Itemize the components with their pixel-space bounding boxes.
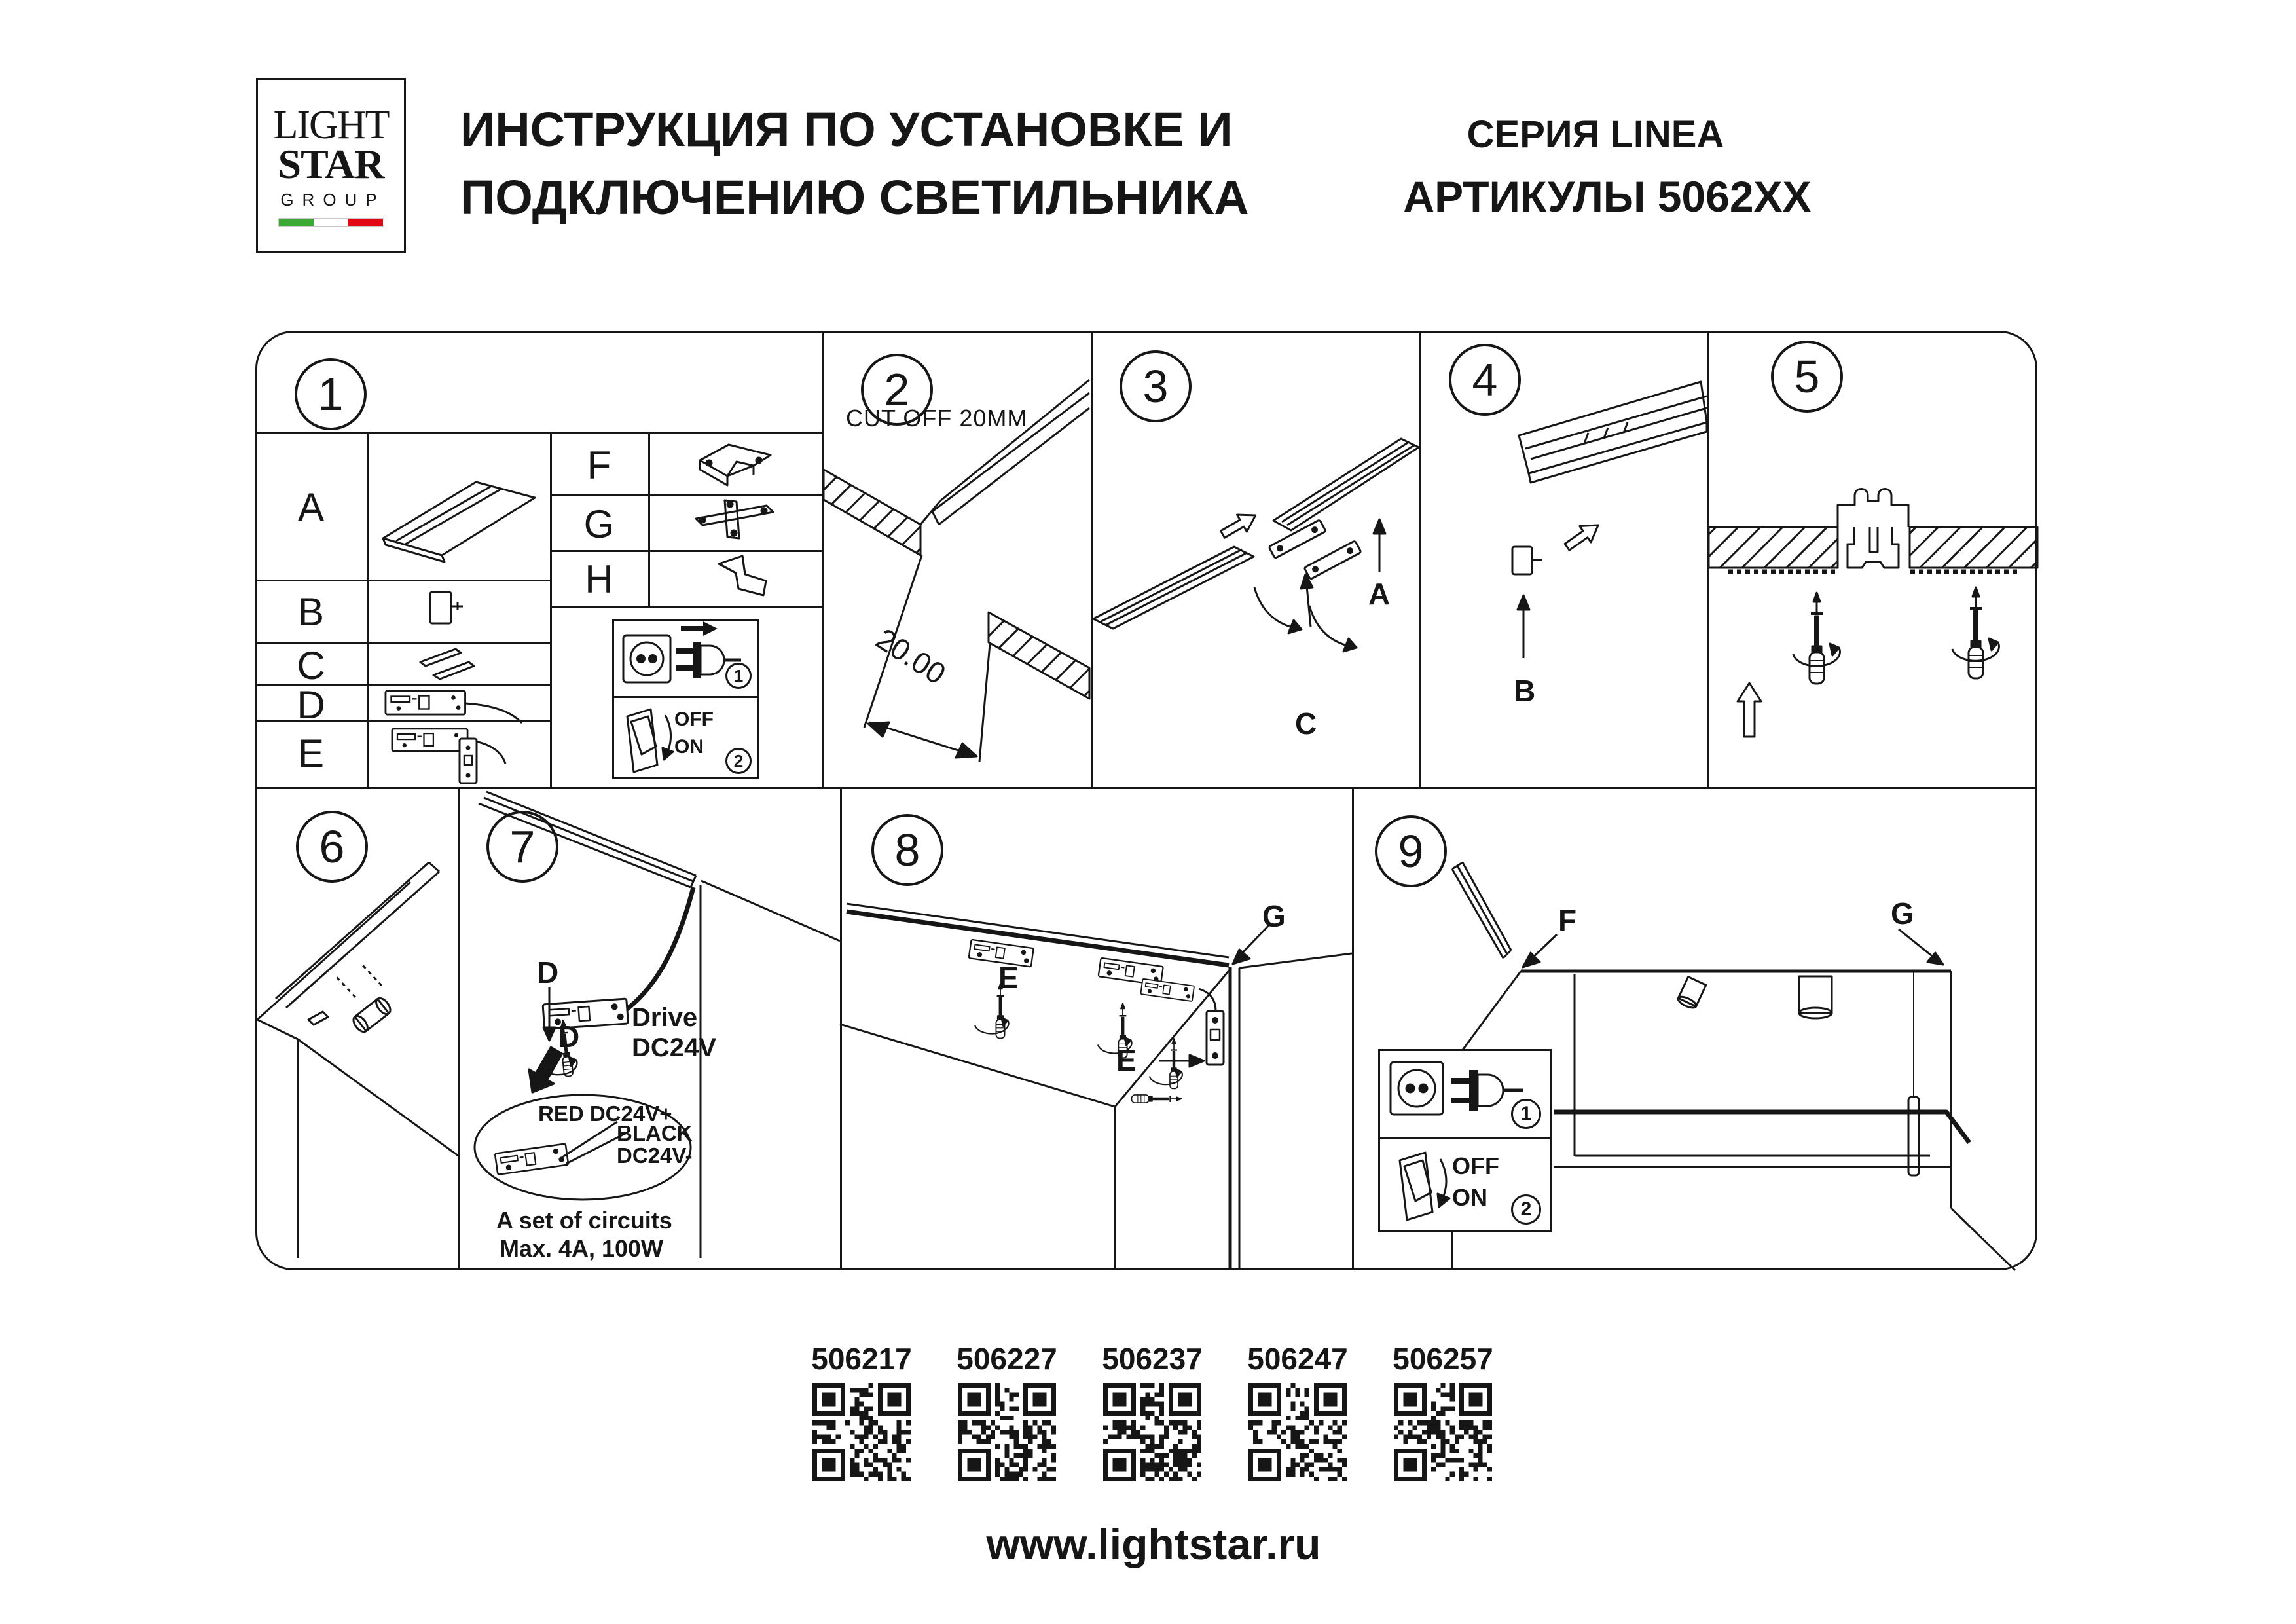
title-line-2: ПОДКЛЮЧЕНИЮ СВЕТИЛЬНИКА — [460, 170, 1249, 225]
drive-label-1: Drive — [632, 1003, 698, 1032]
label-f: F — [1558, 903, 1577, 937]
panel-5-number: 5 — [1771, 341, 1843, 413]
wire-black-label-1: BLACK — [617, 1121, 693, 1145]
panel-7-number: 7 — [486, 811, 558, 883]
dimension-label: 20.00 — [870, 621, 953, 692]
part-b-endcap-icon — [429, 588, 475, 634]
circuits-label-2: Max. 4A, 100W — [499, 1235, 664, 1262]
part-letter-d: D — [297, 683, 325, 727]
switch-on-label: ON — [674, 736, 704, 758]
table-line — [550, 550, 822, 552]
articles-label: АРТИКУЛЫ 5062XX — [1403, 172, 1812, 221]
part-g-cross-icon — [691, 495, 789, 547]
cut-off-label: CUT OFF 20MM — [846, 405, 1028, 432]
part-c-connector-icon — [419, 645, 481, 681]
qr-code — [812, 1383, 911, 1481]
label-c: C — [1295, 707, 1317, 741]
table-line — [648, 432, 650, 606]
part-a-profile-icon — [376, 452, 543, 570]
series-label: СЕРИЯ LINEA — [1467, 113, 1724, 156]
logo-star: STAR — [278, 141, 384, 187]
table-line — [550, 606, 822, 608]
part-letter-c: C — [297, 644, 325, 688]
article-number: 506227 — [957, 1342, 1057, 1376]
label-g9: G — [1891, 896, 1914, 931]
panel-6-number: 6 — [296, 811, 368, 883]
part-h-bracket-icon — [708, 552, 777, 601]
panel-2-drawing — [824, 331, 1091, 787]
part-e-driver-icon — [392, 726, 545, 787]
switch-off-label: OFF — [1452, 1153, 1499, 1179]
table-line — [257, 580, 550, 581]
panel-3-drawing — [1093, 331, 1419, 787]
panel-5-drawing — [1709, 331, 2037, 787]
label-a: A — [1368, 577, 1391, 611]
lightstar-logo — [256, 78, 406, 253]
part-letter-f: F — [587, 443, 611, 487]
article-number: 506217 — [811, 1342, 912, 1376]
step-1-badge: 1 — [1511, 1099, 1541, 1129]
power-steps-divider — [1380, 1137, 1550, 1139]
logo-group: GROUP — [280, 190, 386, 210]
insert-arrow-icon — [681, 621, 720, 637]
switch-off-label: OFF — [674, 709, 714, 730]
table-line — [367, 432, 369, 787]
panel-1-number: 1 — [295, 358, 367, 430]
part-letter-e: E — [297, 731, 325, 775]
table-line — [257, 432, 822, 434]
circuits-label-1: A set of circuits — [496, 1207, 672, 1234]
title-line-1: ИНСТРУКЦИЯ ПО УСТАНОВКЕ И — [460, 102, 1233, 157]
qr-code — [1394, 1383, 1492, 1481]
flag-white — [314, 219, 348, 226]
panel-6-drawing — [257, 789, 458, 1268]
italian-flag-icon — [278, 218, 384, 227]
socket-icon — [1389, 1061, 1447, 1118]
step-1-badge: 1 — [725, 663, 752, 689]
part-d-driver-icon — [385, 690, 539, 723]
part-f-corner-icon — [691, 435, 789, 491]
article-number: 506257 — [1393, 1342, 1493, 1376]
panel-2-number: 2 — [861, 354, 933, 426]
article-number: 506247 — [1247, 1342, 1348, 1376]
qr-code — [1103, 1383, 1201, 1481]
label-e2: E — [1116, 1043, 1137, 1077]
label-e1: E — [998, 961, 1019, 995]
socket-icon — [622, 634, 674, 686]
step-2-badge: 2 — [1511, 1194, 1541, 1225]
website-url: www.lightstar.ru — [986, 1520, 1321, 1568]
logo-light: LIGHT — [273, 103, 389, 147]
power-steps-divider — [614, 696, 757, 698]
panel-3-number: 3 — [1120, 350, 1192, 422]
panel-8-number: 8 — [871, 814, 943, 886]
panel-9-number: 9 — [1375, 815, 1447, 887]
qr-code — [1248, 1383, 1347, 1481]
step-2-badge: 2 — [725, 748, 752, 774]
flag-green — [279, 219, 314, 226]
part-letter-h: H — [585, 557, 613, 601]
article-number: 506237 — [1102, 1342, 1203, 1376]
part-letter-g: G — [583, 502, 615, 546]
part-letter-b: B — [297, 590, 325, 634]
label-d1: D — [537, 955, 559, 989]
label-d2: D — [558, 1020, 580, 1054]
drive-label-2: DC24V — [632, 1033, 716, 1062]
label-g8: G — [1262, 899, 1286, 933]
part-letter-a: A — [297, 485, 325, 529]
qr-code — [958, 1383, 1056, 1481]
wire-red-label: RED DC24V+ — [538, 1101, 672, 1126]
panel-4-drawing — [1421, 331, 1707, 787]
label-b: B — [1514, 674, 1536, 708]
page-title — [460, 96, 1249, 232]
panel-8-drawing — [840, 794, 1352, 1270]
wire-black-label-2: DC24V- — [617, 1143, 693, 1168]
panel-4-number: 4 — [1449, 344, 1521, 416]
switch-on-label: ON — [1452, 1184, 1487, 1211]
flag-red — [348, 219, 383, 226]
